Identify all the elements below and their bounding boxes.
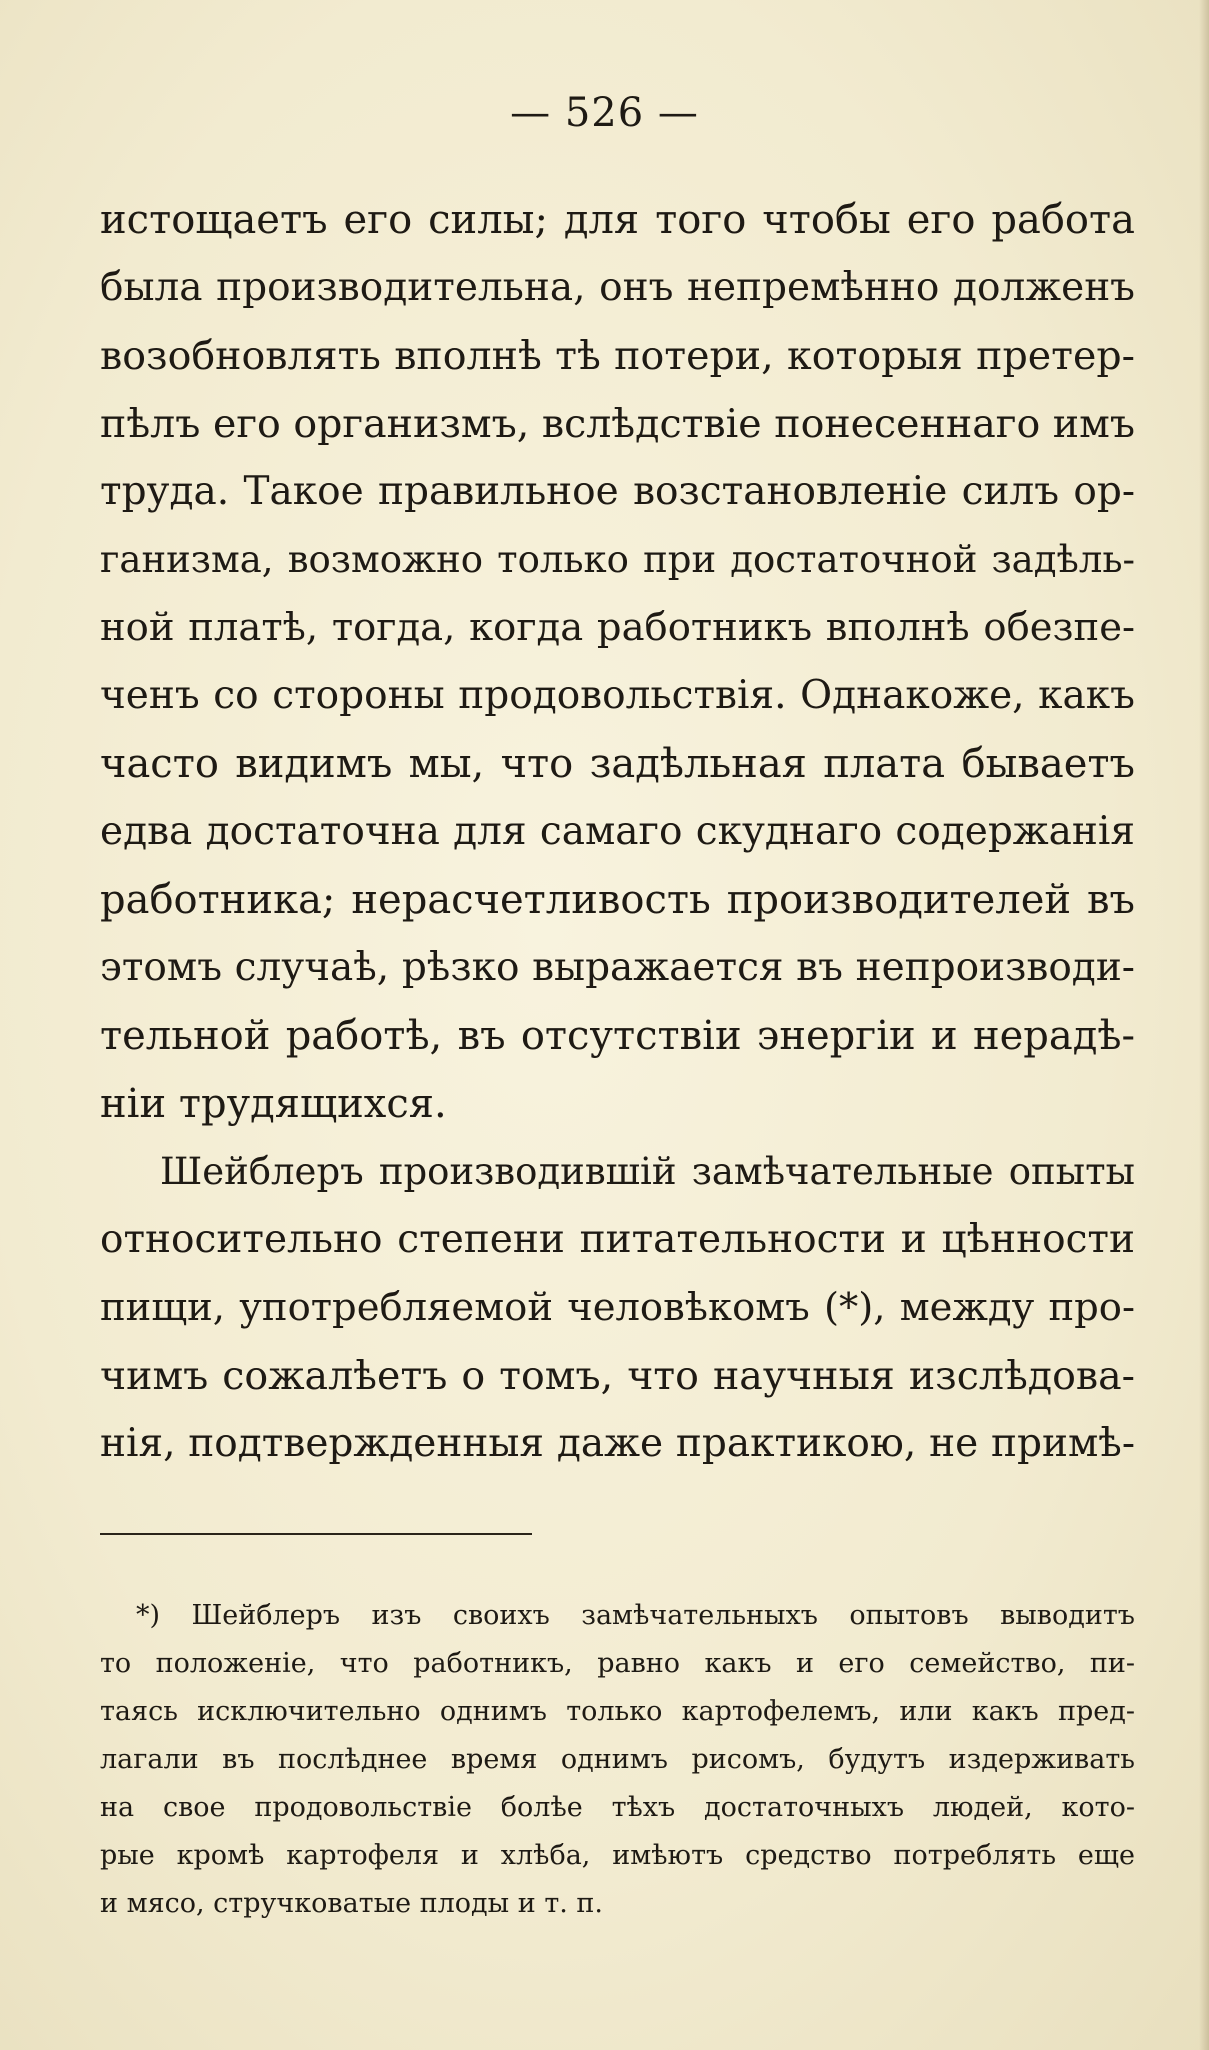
main-text bbox=[100, 186, 1135, 1478]
text-line: истощаетъ его силы; для того чтобы его работа bbox=[100, 197, 1135, 243]
text-line: ганизма, возможно только при достаточной задѣль- bbox=[100, 538, 1135, 581]
text-line: работника; нерасчетливость производителей въ bbox=[100, 877, 1135, 923]
paragraph-1 bbox=[100, 186, 1135, 1138]
footnote-separator bbox=[100, 1533, 532, 1535]
footnote-line: рые кромѣ картофеля и хлѣба, имѣютъ средство потреблять еще bbox=[100, 1840, 1135, 1871]
text-line: Шейблеръ производившій замѣчательные опыты bbox=[160, 1150, 1135, 1193]
text-line: ніи трудящихся. bbox=[100, 1081, 447, 1127]
paragraph-2 bbox=[100, 1138, 1135, 1478]
footnote-line: то положеніе, что работникъ, равно какъ и его семейство, пи- bbox=[100, 1648, 1135, 1679]
footnote-line: таясь исключительно однимъ только картофелемъ, или какъ пред- bbox=[100, 1696, 1135, 1727]
text-line: пищи, употребляемой человѣкомъ (*), между про- bbox=[100, 1285, 1135, 1330]
text-line: тельной работѣ, въ отсутствіи энергіи и нерадѣ- bbox=[100, 1013, 1135, 1059]
footnote-line: на свое продовольствіе болѣе тѣхъ достаточныхъ людей, кото- bbox=[100, 1792, 1135, 1823]
text-line: была производительна, онъ непремѣнно долженъ bbox=[100, 265, 1135, 310]
footnote-line: *) Шейблеръ изъ своихъ замѣчательныхъ опытовъ выводитъ bbox=[136, 1600, 1135, 1631]
text-line: часто видимъ мы, что задѣльная плата бываетъ bbox=[100, 741, 1135, 787]
page-edge-shadow bbox=[1199, 0, 1209, 2050]
footnote bbox=[100, 1592, 1135, 1928]
text-line: труда. Такое правильное возстановленіе силъ ор- bbox=[100, 469, 1135, 514]
text-line: этомъ случаѣ, рѣзко выражается въ непроизводи- bbox=[100, 945, 1135, 990]
text-line: ной платѣ, тогда, когда работникъ вполнѣ обезпе- bbox=[100, 605, 1135, 650]
text-line: ченъ со стороны продовольствія. Однакоже, какъ bbox=[100, 673, 1135, 718]
text-line: возобновлять вполнѣ тѣ потери, которыя претер- bbox=[100, 333, 1135, 379]
footnote-line: и мясо, стручковатые плоды и т. п. bbox=[100, 1888, 604, 1919]
text-line: чимъ сожалѣетъ о томъ, что научныя изслѣдова- bbox=[100, 1353, 1135, 1399]
text-line: едва достаточна для самаго скуднаго содержанія bbox=[100, 809, 1135, 854]
text-line: пѣлъ его организмъ, вслѣдствіе понесеннаго имъ bbox=[100, 401, 1135, 447]
text-line: нія, подтвержденныя даже практикою, не примѣ- bbox=[100, 1421, 1135, 1466]
page-number: — 526 — bbox=[510, 90, 699, 136]
footnote-line: лагали въ послѣднее время однимъ рисомъ, будутъ издерживать bbox=[100, 1744, 1135, 1775]
text-line: относительно степени питательности и цѣнности bbox=[100, 1217, 1135, 1262]
